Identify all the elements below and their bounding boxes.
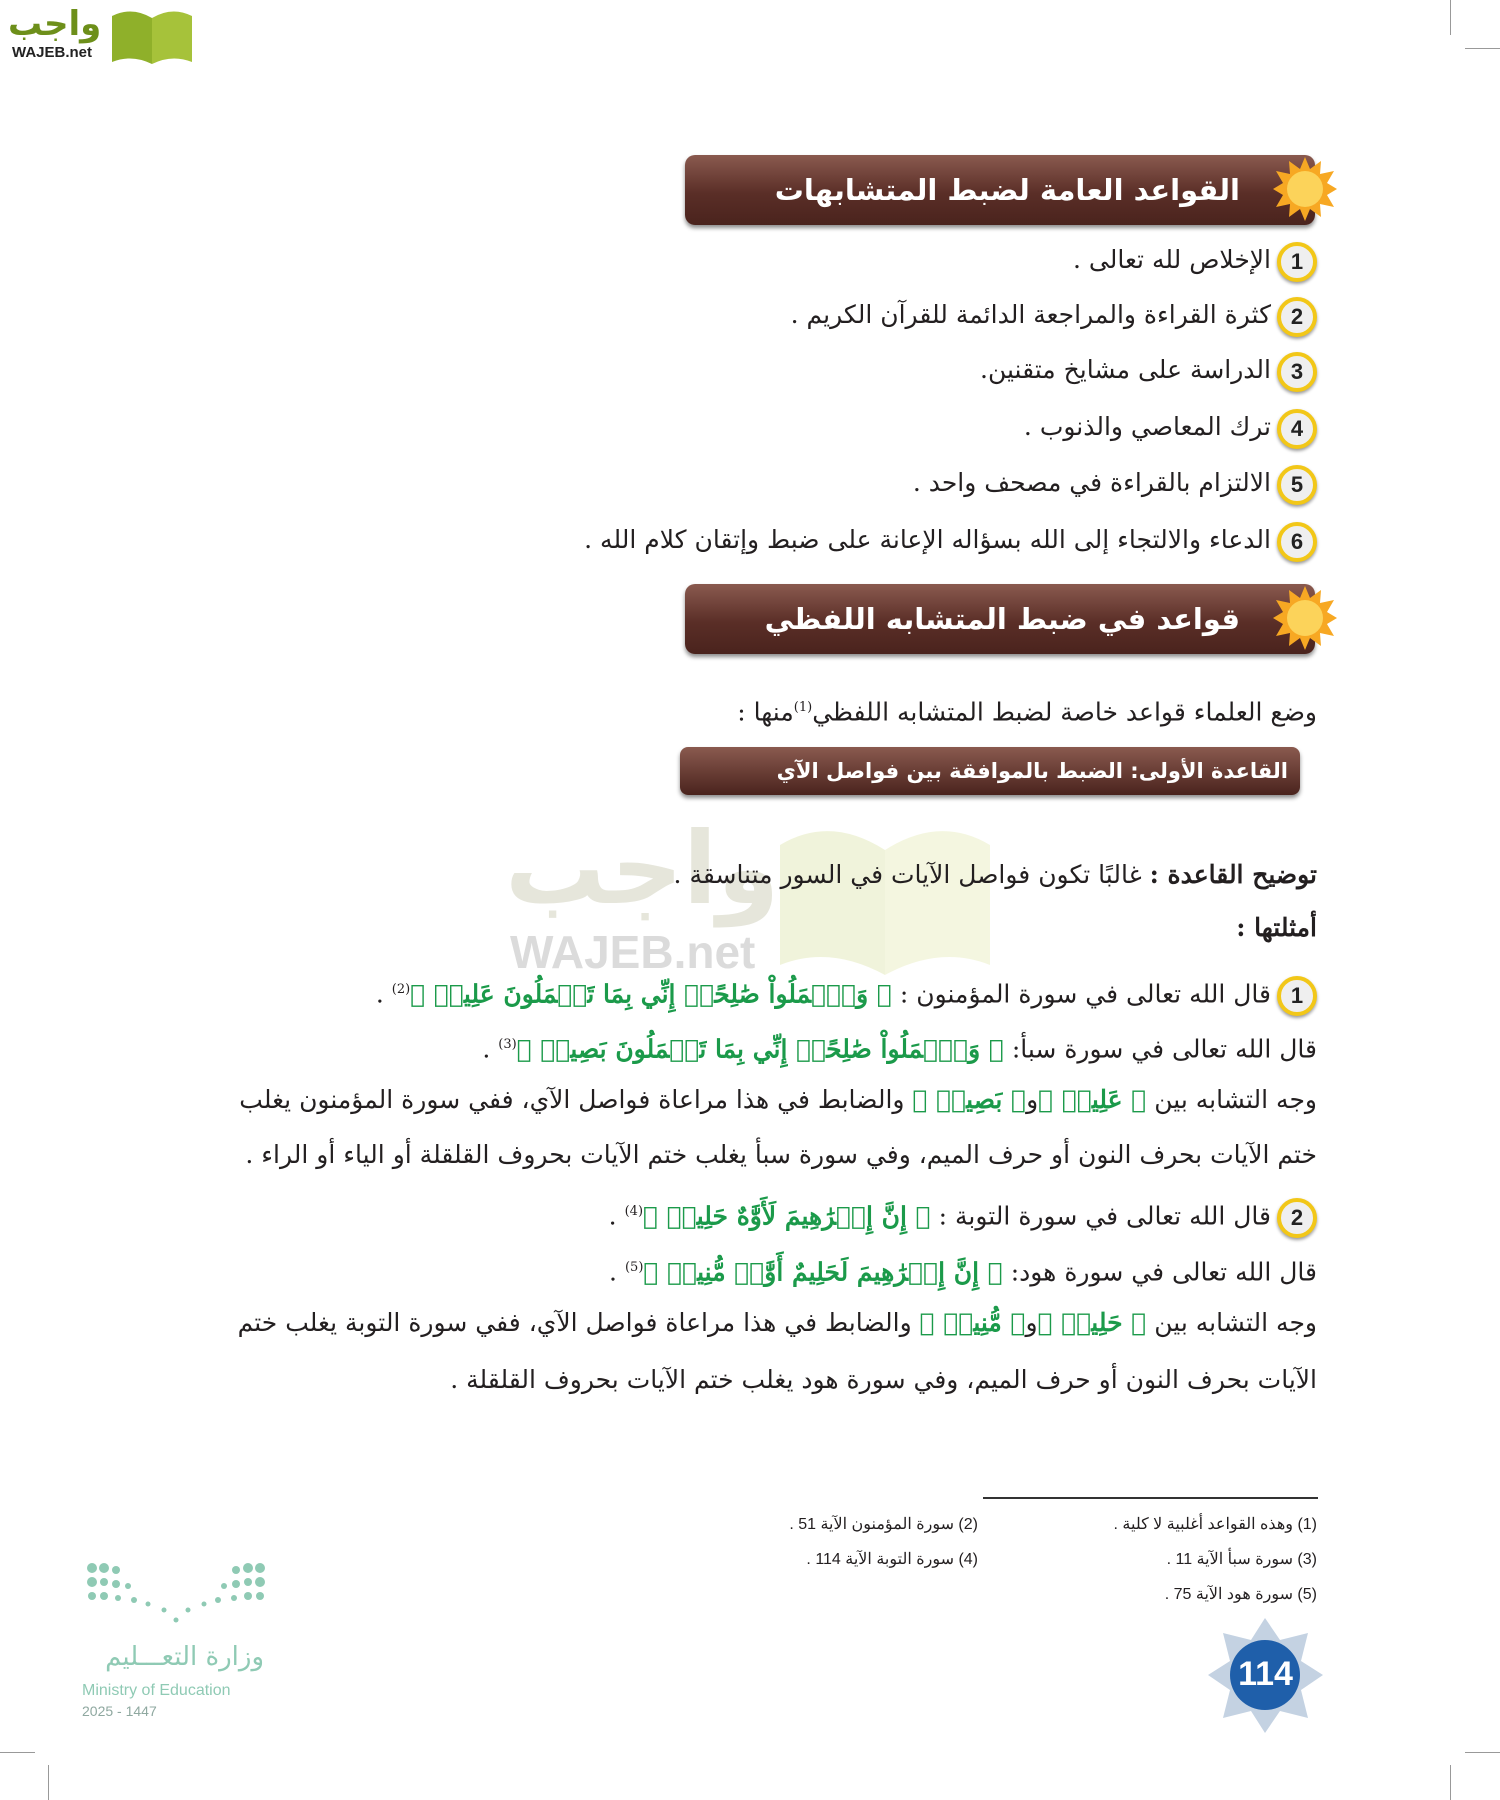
logo-latin: WAJEB.net [12, 44, 93, 61]
list-item [980, 350, 1317, 392]
rule-banner [680, 747, 1300, 795]
crop-mark [0, 1752, 35, 1753]
lead: قال الله تعالى في سورة هود: [1002, 1257, 1317, 1287]
logo-arabic: واجب [8, 4, 102, 44]
explain-text: غالبًا تكون فواصل الآيات في السور متناسقة . [673, 860, 1150, 889]
page-number-badge [1208, 1618, 1323, 1733]
site-logo [8, 4, 198, 66]
footnote: (2) سورة المؤمنون الآية 51 . [789, 1516, 978, 1533]
footnote: (3) سورة سبأ الآية 11 . [1166, 1551, 1317, 1568]
lead: قال الله تعالى في سورة سبأ: [1003, 1034, 1317, 1064]
rule-explanation [674, 855, 1317, 895]
list-item [791, 295, 1317, 337]
crop-mark [1450, 1765, 1451, 1800]
ministry-arabic: وزارة التعـــليم [105, 1642, 264, 1672]
intro-b: منها : [737, 697, 794, 727]
footnote: (5) سورة هود الآية 75 . [1164, 1586, 1317, 1603]
section-title: القواعد العامة لضبط المتشابهات [774, 173, 1240, 207]
example-2-explanation [238, 1303, 1317, 1343]
watermark-arabic: واجب [505, 810, 780, 927]
intro-text [737, 688, 1317, 732]
example-1-explanation-cont: ختم الآيات بحرف النون أو حرف الميم، وفي سورة سبأ يغلب ختم الآيات بحروف القلقلة أو الياء أو الراء . [245, 1140, 1317, 1169]
item-text: الدعاء والالتجاء إلى الله بسؤاله الإعانة على ضبط وإتقان كلام الله . [584, 525, 1271, 554]
text: والضابط في هذا مراعاة فواصل الآي، ففي سورة المؤمنون يغلب [239, 1085, 913, 1114]
text: وجه التشابه بين [1146, 1085, 1317, 1114]
number-badge: 3 [1277, 352, 1317, 392]
word: ﴿ مُّنِيبٞ ﴾ [919, 1308, 1026, 1337]
watermark-latin: WAJEB.net [510, 926, 756, 978]
crop-mark [48, 1765, 49, 1800]
examples-label: أمثلتها : [1236, 913, 1317, 942]
crop-mark [1450, 0, 1451, 35]
text: والضابط في هذا مراعاة فواصل الآي، ففي سورة التوبة يغلب ختم [237, 1308, 920, 1337]
number-badge: 1 [1277, 242, 1317, 282]
example-1-explanation [239, 1080, 1317, 1120]
text: وجه التشابه بين [1146, 1308, 1317, 1337]
number-badge: 4 [1277, 409, 1317, 449]
text: و [1025, 1308, 1038, 1337]
ministry-dots-icon [84, 1560, 269, 1630]
verse: ﴿ إِنَّ إِبۡرَٰهِيمَ لَحَلِيمٌ أَوَّٰهٞ مُّنِيبٞ ﴾ [643, 1257, 1003, 1287]
lead: قال الله تعالى في سورة المؤمنون : [891, 979, 1271, 1009]
item-text: كثرة القراءة والمراجعة الدائمة للقرآن الكريم . [790, 300, 1271, 329]
number-badge: 1 [1277, 976, 1317, 1016]
list-item [1024, 407, 1317, 449]
item-text: الالتزام بالقراءة في مصحف واحد . [912, 468, 1271, 497]
footnote-ref: (4) [624, 1204, 644, 1219]
number-badge: 5 [1277, 465, 1317, 505]
footnote: (4) سورة التوبة الآية 114 . [806, 1551, 978, 1568]
explain-label: توضيح القاعدة : [1149, 860, 1317, 889]
ministry-logo [82, 1560, 272, 1730]
footnote: (1) وهذه القواعد أغلبية لا كلية . [1113, 1516, 1317, 1533]
intro-a: وضع العلماء قواعد خاصة لضبط المتشابه اللفظي [812, 697, 1317, 727]
rule-title: القاعدة الأولى: الضبط بالموافقة بين فواصل الآي [776, 759, 1288, 783]
footnote-divider [983, 1497, 1318, 1499]
section-header-verbal-similarity [685, 584, 1315, 654]
footnote-ref: (3) [498, 1037, 517, 1052]
ministry-english: Ministry of Education [82, 1682, 231, 1699]
list-item [913, 463, 1317, 505]
item-text: ترك المعاصي والذنوب . [1023, 412, 1271, 441]
example-2-explanation-cont: الآيات بحرف النون أو حرف الميم، وفي سورة هود يغلب ختم الآيات بحروف القلقلة . [450, 1365, 1317, 1394]
word: ﴿ عَلِيمٞ ﴾ [1038, 1085, 1147, 1114]
verse: ﴿ وَٱعۡمَلُواْ صَٰلِحًاۖ إِنِّي بِمَا تَعۡمَلُونَ بَصِيرٞ ﴾ [516, 1034, 1004, 1064]
watermark-book-icon [770, 815, 1000, 975]
crop-mark [1465, 1752, 1500, 1753]
text: و [1026, 1085, 1039, 1114]
section-title: قواعد في ضبط المتشابه اللفظي [764, 602, 1240, 636]
number-badge: 2 [1277, 1198, 1317, 1238]
footnote-ref: (1) [793, 700, 813, 715]
sun-burst-icon [1273, 586, 1337, 650]
verse: ﴿ وَٱعۡمَلُواْ صَٰلِحًاۖ إِنِّي بِمَا تَعۡمَلُونَ عَلِيمٞ ﴾ [410, 979, 892, 1009]
example-2-line-b: قال الله تعالى في سورة هود: ﴿ إِنَّ إِبۡرَٰهِيمَ لَحَلِيمٌ أَوَّٰهٞ مُّنِيبٞ ﴾$^{(5)}$ . [609, 1257, 1317, 1287]
item-text: الإخلاص لله تعالى . [1073, 245, 1271, 274]
lead: قال الله تعالى في سورة التوبة : [930, 1201, 1271, 1231]
section-header-general-rules [685, 155, 1315, 225]
crop-mark [1465, 48, 1500, 49]
footnote-ref: (5) [624, 1260, 644, 1275]
example-1-line-b: قال الله تعالى في سورة سبأ: ﴿ وَٱعۡمَلُواْ صَٰلِحًاۖ إِنِّي بِمَا تَعۡمَلُونَ بَصِيرٞ ﴾$^{(3)}$ . [482, 1034, 1317, 1064]
example-2-line-a: 2قال الله تعالى في سورة التوبة : ﴿ إِنَّ إِبۡرَٰهِيمَ لَأَوَّٰهٌ حَلِيمٞ ﴾$^{(4)}$ . [609, 1192, 1317, 1238]
sun-burst-icon [1273, 157, 1337, 221]
word: ﴿ حَلِيمٞ ﴾ [1037, 1308, 1147, 1337]
page-number: 114 [1238, 1655, 1293, 1693]
number-badge: 2 [1277, 297, 1317, 337]
ministry-year: 2025 - 1447 [82, 1703, 157, 1719]
list-item [1073, 240, 1317, 282]
example-1-line-a: 1قال الله تعالى في سورة المؤمنون : ﴿ وَٱعۡمَلُواْ صَٰلِحًاۖ إِنِّي بِمَا تَعۡمَلُونَ عَلِيمٞ ﴾$^{(2)}$ . [376, 970, 1317, 1016]
number-badge: 6 [1277, 522, 1317, 562]
item-text: الدراسة على مشايخ متقنين. [980, 355, 1271, 384]
book-icon [108, 6, 196, 66]
list-item [584, 520, 1317, 562]
verse: ﴿ إِنَّ إِبۡرَٰهِيمَ لَأَوَّٰهٌ حَلِيمٞ ﴾ [643, 1201, 931, 1231]
word: ﴿ بَصِيرٞ ﴾ [912, 1085, 1027, 1114]
footnote-ref: (2) [391, 982, 411, 997]
